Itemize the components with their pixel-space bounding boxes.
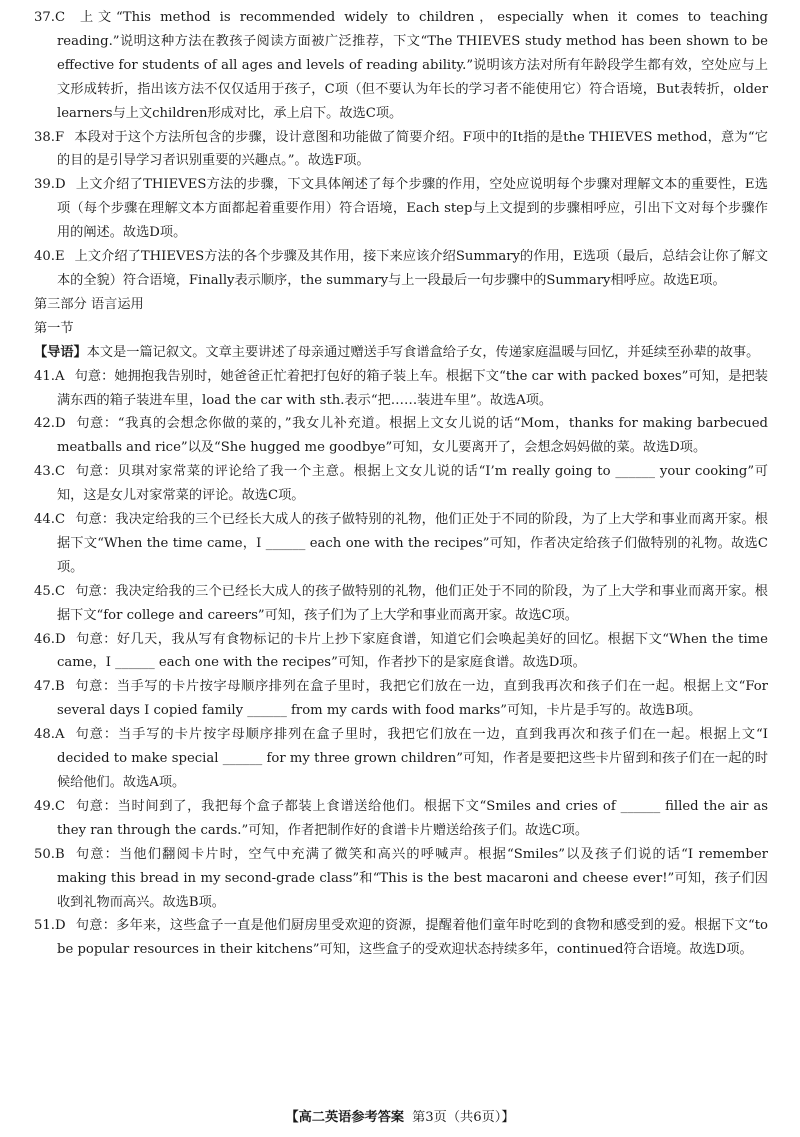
answer-number: 38.F bbox=[34, 129, 65, 145]
answer-explanation: 句意：“我真的会想念你做的菜的，”我女儿补充道。根据上文女儿说的话“Mom，thanks for making barbecued meatballs and rice”以及“She hugged me goodbye”可知，女儿要离开了，会想念妈妈做的菜。故选D项。 bbox=[57, 416, 768, 456]
intro-tag: 【导语】 bbox=[34, 344, 87, 360]
answer-group-reading bbox=[34, 6, 768, 293]
answer-explanation: 上文介绍了THIEVES方法的步骤，下文具体阐述了每个步骤的作用，空处应说明每个步骤对理解文本的重要性，E选项（每个步骤在理解文本方面都起着重要作用）符合语境，Each step与上文提到的步骤相呼应，引出下文对每个步骤作用的阐述。故选D项。 bbox=[57, 177, 768, 241]
answer-item bbox=[34, 126, 768, 174]
answer-explanation: 句意：多年来，这些盒子一直是他们厨房里受欢迎的资源，提醒着他们童年时吃到的食物和感受到的爱。根据下文“to be popular resources in their kitchens”可知，这些盒子的受欢迎状态持续多年，continued符合语境。故选D项。 bbox=[57, 918, 768, 958]
answer-item bbox=[34, 675, 768, 723]
answer-item bbox=[34, 723, 768, 795]
answer-item bbox=[34, 580, 768, 628]
answer-number: 37.C bbox=[34, 10, 66, 25]
answer-number: 48.A bbox=[34, 727, 65, 743]
footer-page-number: 第3页（共6页）】 bbox=[412, 1110, 515, 1125]
answer-number: 40.E bbox=[34, 249, 65, 265]
answer-number: 50.B bbox=[34, 846, 65, 862]
answer-explanation: 上文“This method is recommended widely to children，especially when it comes to teaching reading.”说明这种方法在教孩子阅读方面被广泛推荐，下文“The THIEVES study method has been shown to be effective for students of all ages and levels of reading ability.”说明该方法对所有年龄段学生都有效，空处应与上文形成转折，指出该方法不仅仅适用于孩子，C项（但不要认为年长的学习者不能使用它）符合语境，But表转折，older learners与上文children形成对比，承上启下。故选C项。 bbox=[57, 10, 768, 121]
answer-explanation: 句意：当他们翻阅卡片时，空气中充满了微笑和高兴的呼喊声。根据“Smiles”以及孩子们说的话“I remember making this bread in my second-grade class”和“This is the best macaroni and cheese ever!”可知，孩子们因收到礼物而高兴。故选B项。 bbox=[57, 846, 768, 910]
subsection-title: 第一节 bbox=[34, 320, 74, 336]
answer-item bbox=[34, 628, 768, 676]
answer-explanation: 句意：当时间到了，我把每个盒子都装上食谱送给他们。根据下文“Smiles and cries of ______ filled the air as they ran through the cards.”可知，作者把制作好的食谱卡片赠送给孩子们。故选C项。 bbox=[57, 798, 768, 838]
answer-number: 41.A bbox=[34, 368, 65, 384]
answer-group-cloze bbox=[34, 365, 768, 963]
answer-explanation: 句意：当手写的卡片按字母顺序排列在盒子里时，我把它们放在一边，直到我再次和孩子们在一起。根据上文“For several days I copied family ______ from my cards with food marks”可知，卡片是手写的。故选B项。 bbox=[57, 679, 768, 719]
answer-document bbox=[34, 6, 768, 962]
answer-number: 42.D bbox=[34, 416, 66, 432]
answer-explanation: 句意：贝琪对家常菜的评论给了我一个主意。根据上文女儿说的话“I’m really going to ______ your cooking”可知，这是女儿对家常菜的评论。故选C项。 bbox=[57, 464, 768, 504]
answer-explanation: 句意：我决定给我的三个已经长大成人的孩子做特别的礼物，他们正处于不同的阶段，为了上大学和事业而离开家。根据下文“for college and careers”可知，孩子们为了上大学和事业而离开家。故选C项。 bbox=[57, 583, 768, 623]
answer-explanation: 本段对于这个方法所包含的步骤，设计意图和功能做了简要介绍。F项中的It指的是the THIEVES method，意为“它的目的是引导学习者识别重要的兴趣点。”。故选F项。 bbox=[57, 129, 768, 169]
answer-item bbox=[34, 365, 768, 413]
footer-title: 【高二英语参考答案 bbox=[285, 1110, 405, 1125]
answer-item bbox=[34, 843, 768, 915]
answer-number: 47.B bbox=[34, 679, 65, 695]
answer-item bbox=[34, 245, 768, 293]
page-footer bbox=[0, 1106, 800, 1125]
answer-explanation: 句意：当手写的卡片按字母顺序排列在盒子里时，我把它们放在一边，直到我再次和孩子们在一起。根据上文“I decided to make special ______ for my three grown children”可知，作者是要把这些卡片留到和孩子们在一起的时候给他们。故选A项。 bbox=[57, 727, 768, 790]
answer-number: 46.D bbox=[34, 631, 66, 647]
answer-item bbox=[34, 914, 768, 962]
answer-item bbox=[34, 412, 768, 460]
answer-number: 43.C bbox=[34, 464, 66, 480]
answer-explanation: 上文介绍了THIEVES方法的各个步骤及其作用，接下来应该介绍Summary的作用，E选项（最后，总结会让你了解文本的全貌）符合语境，Finally表示顺序，the summary与上一段最后一句步骤中的Summary相呼应。故选E项。 bbox=[57, 249, 768, 288]
answer-item bbox=[34, 6, 768, 126]
answer-number: 49.C bbox=[34, 798, 66, 814]
answer-explanation: 句意：我决定给我的三个已经长大成人的孩子做特别的礼物，他们正处于不同的阶段，为了上大学和事业而离开家。根据下文“When the time came，I ______ each one with the recipes”可知，作者决定给孩子们做特别的礼物。故选C项。 bbox=[57, 512, 768, 575]
answer-item bbox=[34, 460, 768, 508]
answer-item bbox=[34, 508, 768, 580]
answer-number: 45.C bbox=[34, 583, 66, 599]
answer-item bbox=[34, 173, 768, 245]
intro-text: 本文是一篇记叙文。文章主要讲述了母亲通过赠送手写食谱盒给子女，传递家庭温暖与回忆，并延续至孙辈的故事。 bbox=[86, 344, 760, 360]
answer-item bbox=[34, 795, 768, 843]
answer-explanation: 句意：她拥抱我告别时，她爸爸正忙着把打包好的箱子装上车。根据下文“the car with packed boxes”可知，是把装满东西的箱子装进车里，load the car with sth.表示“把……装进车里”。故选A项。 bbox=[57, 368, 768, 408]
intro-paragraph bbox=[34, 341, 768, 365]
answer-number: 51.D bbox=[34, 918, 66, 934]
answer-number: 39.D bbox=[34, 177, 66, 193]
answer-explanation: 句意：好几天，我从写有食物标记的卡片上抄下家庭食谱，知道它们会唤起美好的回忆。根据下文“When the time came，I ______ each one with the recipes”可知，作者抄下的是家庭食谱。故选D项。 bbox=[57, 631, 768, 671]
answer-number: 44.C bbox=[34, 512, 66, 528]
section-title: 第三部分 语言运用 bbox=[34, 296, 144, 312]
